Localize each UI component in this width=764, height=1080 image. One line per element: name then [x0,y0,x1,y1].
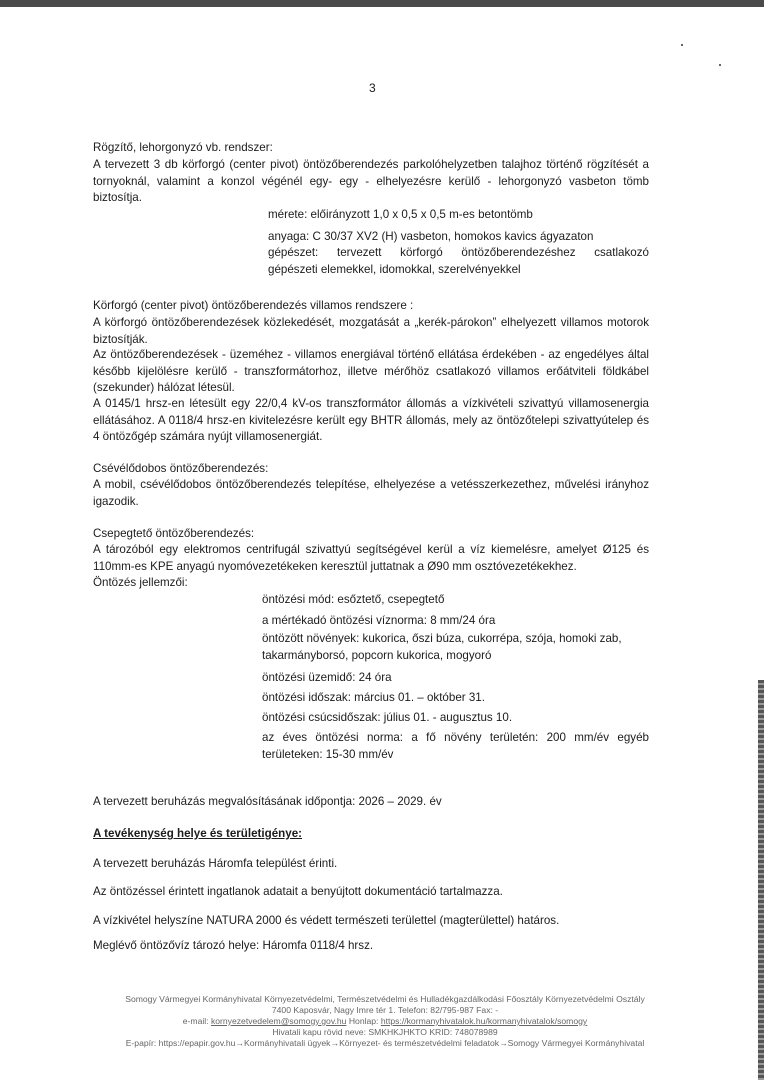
anchoring-mechanics-line1: gépészet: tervezett körforgó öntözőberendezéshez csatlakozó [268,246,649,259]
electrical-heading: Körforgó (center pivot) öntözőberendezés villamos rendszere : [93,299,414,312]
anchoring-text: A tervezett 3 db körforgó (center pivot) öntözőberendezés parkolóhelyzetben talajhoz történő rögzítését a tornyoknál, valamint a konzol végénél egy- egy - elhelyezésre kerülő - lehorgonyzó vasbeton tömb biztosítja. [93,158,649,204]
electrical-paragraph: A 0145/1 hrsz-en létesült egy 22/0,4 kV-os transzformátor állomás a vízkivételi szivattyú villamosenergia ellátásához. A 0118/4 hrsz-en kivitelezésre került egy BHTR állomás, mely az öntözőtelepi szivattyútelep és 4 öntözőgép számára nyújt villamosenergiát. [93,397,649,443]
irrigation-peak-period: öntözési csúcsidőszak: július 01. - augusztus 10. [262,711,513,724]
irrigation-operating-time: öntözési üzemidő: 24 óra [262,671,392,684]
anchoring-heading: Rögzítő, lehorgonyzó vb. rendszer: [93,141,273,154]
location-paragraph: A vízkivétel helyszíne NATURA 2000 és védett természeti területtel (magterülettel) határos. [93,914,560,927]
footer-email-link[interactable]: kornyezetvedelem@somogy.gov.hu [210,1016,347,1026]
project-timeline: A tervezett beruházás megvalósításának időpontja: 2026 – 2029. év [93,795,442,808]
footer-epapir: E-papír: https://epapir.gov.hu→Kormányhivatali ügyek→Környezet- és természetvédelmi feladatok→Somogy Vármegyei Kormányhivatal [125,1038,645,1048]
irrigation-water-norm: a mértékadó öntözési víznorma: 8 mm/24 óra [262,614,496,627]
drip-heading: Csepegtető öntözőberendezés: [93,527,255,540]
anchoring-size: mérete: előirányzott 1,0 x 0,5 x 0,5 m-es betontömb [268,208,533,221]
scan-right-edge [758,680,764,1080]
footer-office-gateway: Hivatali kapu rövid neve: SMKHKJHKTO KRID: 748078989 [272,1027,498,1037]
scan-speck [681,44,683,46]
letterhead-footer [60,994,710,1049]
electrical-paragraph: A körforgó öntözőberendezések közlekedését, mozgatását a „kerék-párokon” elhelyezett villamos motorok biztosítják. [93,316,649,346]
location-paragraph: Az öntözéssel érintett ingatlanok adatait a benyújtott dokumentáció tartalmazza. [93,885,503,898]
electrical-paragraph: Az öntözőberendezések - üzeméhez - villamos energiával történő ellátása érdekében - az engedélyes által később kijelölésre kerülő - transzformátorhoz, illetve mérőhöz csatlakozó villamos erőátviteli földkábel (szekunder) hálózat létesül. [93,348,649,394]
footer-homepage-link[interactable]: https://kormanyhivatalok.hu/kormanyhivatalok/somogy [380,1016,588,1026]
scan-speck [719,64,721,66]
irrigated-crops: öntözött növények: kukorica, őszi búza, cukorrépa, szója, homoki zab, takarmányborsó, popcorn kukorica, mogyoró [262,632,622,662]
scan-top-edge [0,0,764,7]
irrigation-mode: öntözési mód: esőztető, csepegtető [262,593,445,606]
irrigation-features-heading: Öntözés jellemzői: [93,576,188,589]
anchoring-mechanics-line2: gépészeti elemekkel, idomokkal, szerelvényekkel [268,263,521,276]
footer-address: 7400 Kaposvár, Nagy Imre tér 1. Telefon: 82/795-987 Fax: - [271,1005,499,1015]
location-paragraph: Meglévő öntözővíz tározó helye: Háromfa 0118/4 hrsz. [93,939,374,952]
page-number: 3 [369,81,376,95]
hose-reel-heading: Csévélődobos öntözőberendezés: [93,462,269,475]
footer-contact: e-mail: kornyezetvedelem@somogy.gov.hu Honlap: https://kormanyhivatalok.hu/kormanyhivatalok/somogy [182,1016,588,1026]
location-heading: A tevékenység helye és területigénye: [93,827,302,840]
footer-office: Somogy Vármegyei Kormányhivatal Környezetvédelmi, Természetvédelmi és Hulladékgazdálkodási Főosztály Környezetvédelmi Osztály [125,994,645,1004]
location-paragraph: A tervezett beruházás Háromfa települést érinti. [93,857,338,870]
anchoring-material: anyaga: C 30/37 XV2 (H) vasbeton, homokos kavics ágyazaton [268,230,594,243]
hose-reel-text: A mobil, csévélődobos öntözőberendezés telepítése, elhelyezése a vetésszerkezethez, művelési irányhoz igazodik. [93,478,649,508]
annual-irrigation-norm: az éves öntözési norma: a fő növény területén: 200 mm/év egyéb területeken: 15-30 mm/év [262,731,649,761]
irrigation-period: öntözési időszak: március 01. – október 31. [262,691,485,704]
drip-text: A tározóból egy elektromos centrifugál szivattyú segítségével kerül a víz kiemelésre, amelyet Ø125 és 110mm-es KPE anyagú nyomóvezetékeken keresztül juttatnak a Ø90 mm osztóvezetékekhez. [93,543,649,573]
